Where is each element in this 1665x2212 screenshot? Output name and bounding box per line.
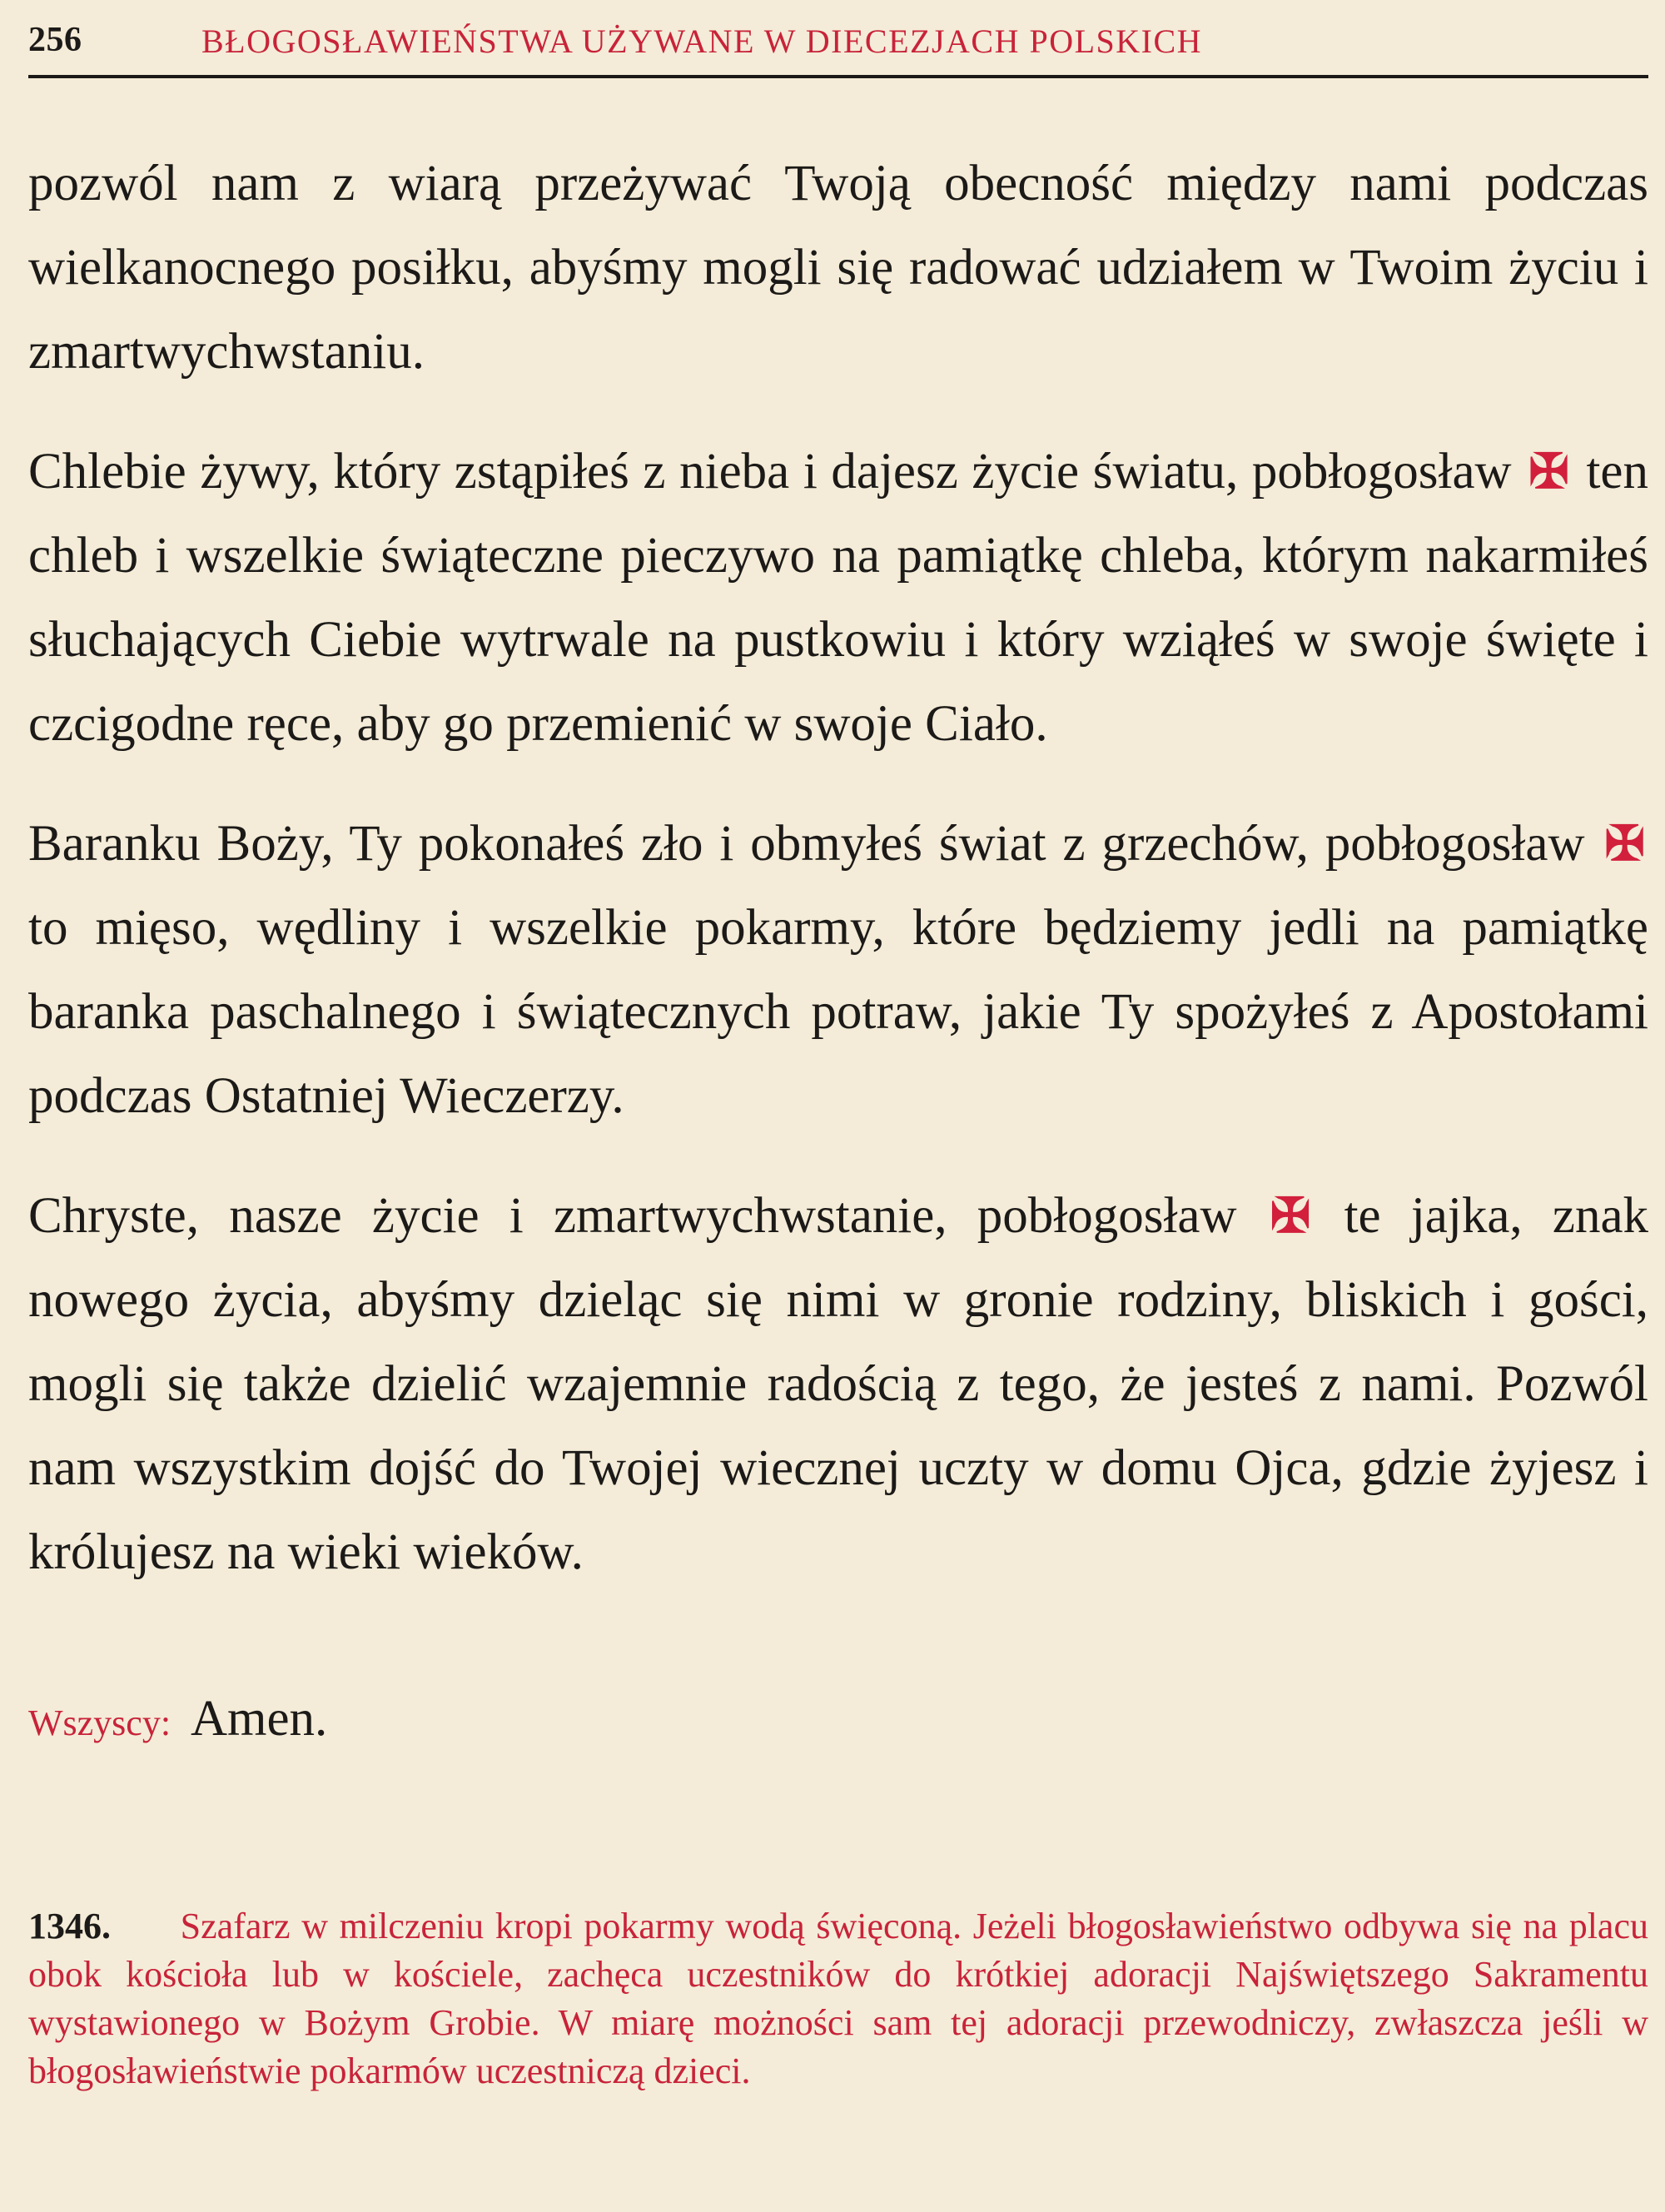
paragraph-4-before-cross: Chryste, nasze życie i zmartwychwstanie, pobłogosław bbox=[28, 1188, 1237, 1244]
rubric-number: 1346. bbox=[28, 1906, 111, 1946]
page-number: 256 bbox=[28, 21, 82, 59]
response-label: Wszyscy: bbox=[28, 1702, 171, 1743]
paragraph-1-text: pozwól nam z wiarą przeżywać Twoją obecność między nami podczas wielkanocnego posiłku, abyśmy mogli się radować udziałem w Twoim życiu i zmartwychwstaniu. bbox=[28, 156, 1648, 380]
paragraph-4 bbox=[28, 1174, 1648, 1594]
congregation-response bbox=[28, 1686, 327, 1757]
book-page bbox=[28, 0, 1648, 2212]
paragraph-2 bbox=[28, 430, 1648, 766]
paragraph-3 bbox=[28, 802, 1648, 1138]
rubric-instruction bbox=[28, 1902, 1648, 2095]
cross-icon: ✠ bbox=[1528, 445, 1569, 499]
rubric-text: Szafarz w milczeniu kropi pokarmy wodą święconą. Jeżeli błogosławieństwo odbywa się na placu obok kościoła lub w kościele, zachęca uczestników do krótkiej adoracji Najświętszego Sakramentu wystawionego w Bożym Grobie. W miarę możności sam tej adoracji przewodniczy, zwłaszcza jeśli w błogosławieństwie pokarmów uczestniczą dzieci. bbox=[28, 1906, 1648, 2091]
cross-icon: ✠ bbox=[1604, 817, 1645, 871]
paragraph-3-after-cross: to mięso, wędliny i wszelkie pokarmy, które będziemy jedli na pamiątkę baranka paschalnego i świątecznych potraw, jakie Ty spożyłeś z Apostołami podczas Ostatniej Wieczerzy. bbox=[28, 900, 1648, 1124]
paragraph-1 bbox=[28, 142, 1648, 394]
paragraph-2-after-cross: ten chleb i wszelkie świąteczne pieczywo na pamiątkę chleba, którym nakarmiłeś słuchających Ciebie wytrwale na pustkowiu i który wziąłeś w swoje święte i czcigodne ręce, aby go przemienić w swoje Ciało. bbox=[28, 444, 1649, 752]
blessing-text bbox=[28, 142, 1648, 1630]
response-text: Amen. bbox=[190, 1691, 328, 1747]
page-header bbox=[28, 8, 1648, 78]
running-title: BŁOGOSŁAWIEŃSTWA UŻYWANE W DIECEZJACH POLSKICH bbox=[201, 22, 1203, 60]
paragraph-2-before-cross: Chlebie żywy, który zstąpiłeś z nieba i dajesz życie światu, pobłogosław bbox=[28, 444, 1512, 500]
paragraph-4-after-cross: te jajka, znak nowego życia, abyśmy dzieląc się nimi w gronie rodziny, bliskich i gości, mogli się także dzielić wzajemnie radością z tego, że jesteś z nami. Pozwól nam wszystkim dojść do Twojej wiecznej uczty w domu Ojca, gdzie żyjesz i królujesz na wieki wieków. bbox=[28, 1188, 1649, 1580]
cross-icon: ✠ bbox=[1270, 1189, 1311, 1243]
paragraph-3-before-cross: Baranku Boży, Ty pokonałeś zło i obmyłeś świat z grzechów, pobłogosław bbox=[28, 816, 1585, 872]
